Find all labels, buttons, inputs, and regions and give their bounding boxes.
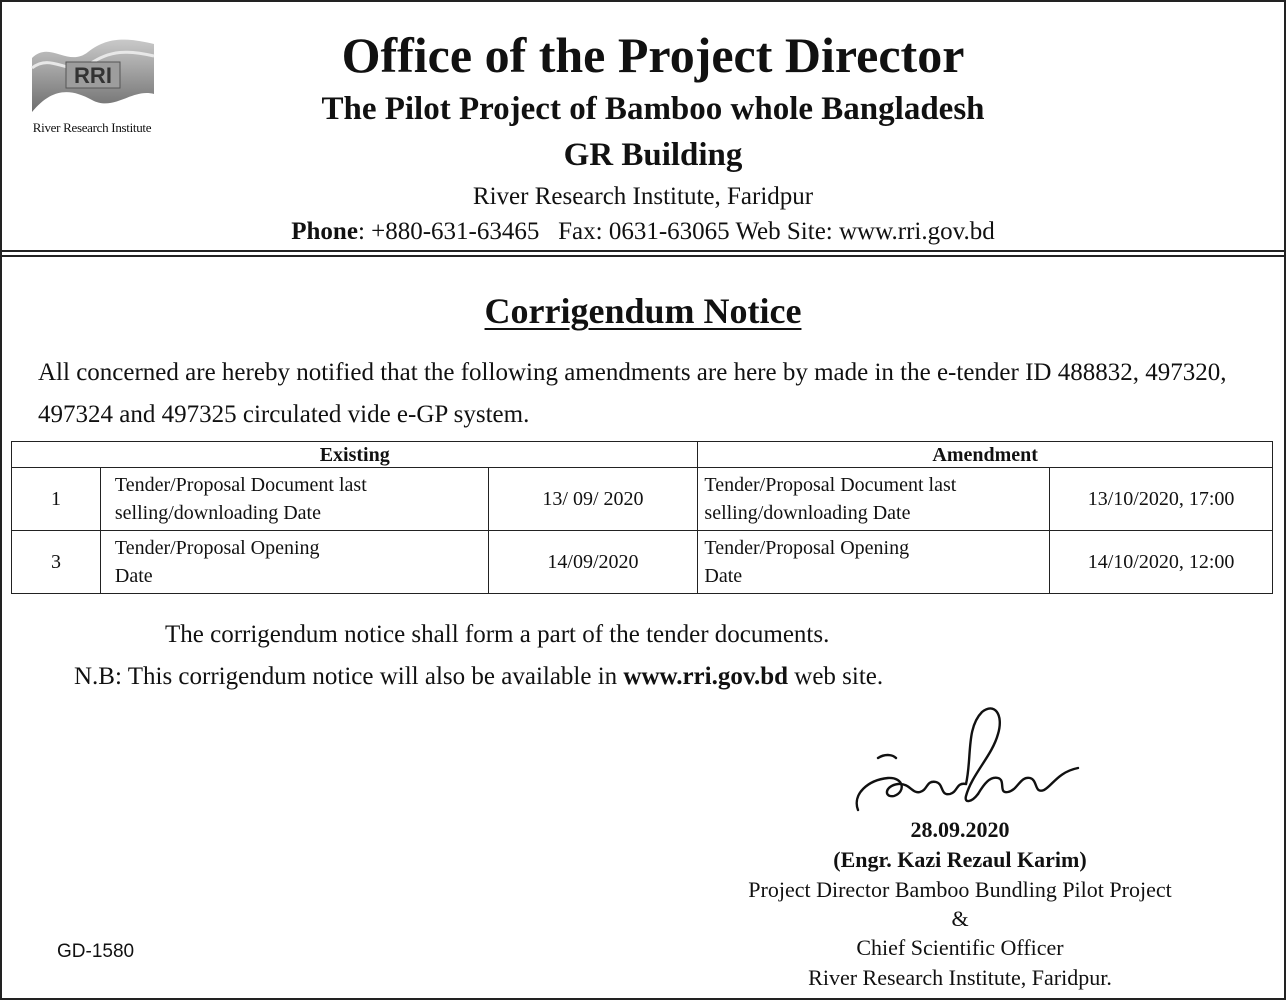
notice-title [0,288,1286,334]
amend-item-line: Tender/Proposal Document last [704,474,957,496]
handwritten-signature [848,698,1088,823]
table-row [12,468,1273,531]
header-amendment: Amendment [698,442,1273,468]
amend-item-cell [698,468,1050,531]
website-link[interactable]: www.rri.gov.bd [623,663,789,690]
logo-caption: River Research Institute [32,120,152,135]
existing-date-cell: 14/09/2020 [488,531,698,594]
reference-code: GD-1580 [57,941,135,962]
amend-item-line: Tender/Proposal Opening [704,537,910,559]
signatory-title: Project Director Bamboo Bundling Pilot Project [748,877,1172,902]
notice-nb [74,660,883,694]
table-row [12,531,1273,594]
signatory-name: (Engr. Kazi Rezaul Karim) [833,847,1087,872]
svg-text:RRI: RRI [74,63,112,88]
existing-item-cell [100,468,488,531]
institute-address: River Research Institute, Faridpur [472,183,814,210]
building-name: GR Building [563,137,743,173]
signature-date: 28.09.2020 [910,817,1010,842]
signatory-institute: River Research Institute, Faridpur. [808,965,1112,990]
serial-cell: 3 [12,531,101,594]
nb-suffix: web site. [788,663,884,690]
existing-item-cell [100,531,488,594]
header-divider-second [0,255,1286,257]
signatory-title-secondary: Chief Scientific Officer [856,935,1064,960]
nb-prefix: N.B: This corrigendum notice will also be available in [74,663,624,690]
amendment-table [11,441,1273,594]
notice-title-text: Corrigendum Notice [484,291,802,331]
table-header-row [12,442,1273,468]
header-divider [0,250,1286,252]
amend-item-line: Date [704,565,743,587]
notice-intro: All concerned are hereby notified that the following amendments are here by made in the e-tender ID 488832, 497320, 497324 and 497325 circulated vide e-GP system. [38,359,1227,428]
amend-date-cell: 14/10/2020, 12:00 [1050,531,1273,594]
header-existing: Existing [12,442,698,468]
existing-item-line: selling/downloading Date [114,502,321,524]
amend-date-cell: 13/10/2020, 17:00 [1050,468,1273,531]
notice-statement: The corrigendum notice shall form a part of the tender documents. [165,621,830,648]
existing-date-cell: 13/ 09/ 2020 [488,468,698,531]
amend-item-cell [698,531,1050,594]
signatory-ampersand: & [951,906,969,931]
office-title: Office of the Project Director [341,27,965,83]
phone-label: Phone [291,218,358,245]
existing-item-line: Tender/Proposal Opening [114,537,320,559]
serial-cell: 1 [12,468,101,531]
project-title: The Pilot Project of Bamboo whole Bangladesh [321,91,985,127]
amend-item-line: selling/downloading Date [704,502,911,524]
contact-details: : +880-631-63465 Fax: 0631-63065 Web Site: www.rri.gov.bd [357,218,995,245]
existing-item-line: Tender/Proposal Document last [114,474,367,496]
existing-item-line: Date [114,565,153,587]
contact-line [0,215,1286,249]
